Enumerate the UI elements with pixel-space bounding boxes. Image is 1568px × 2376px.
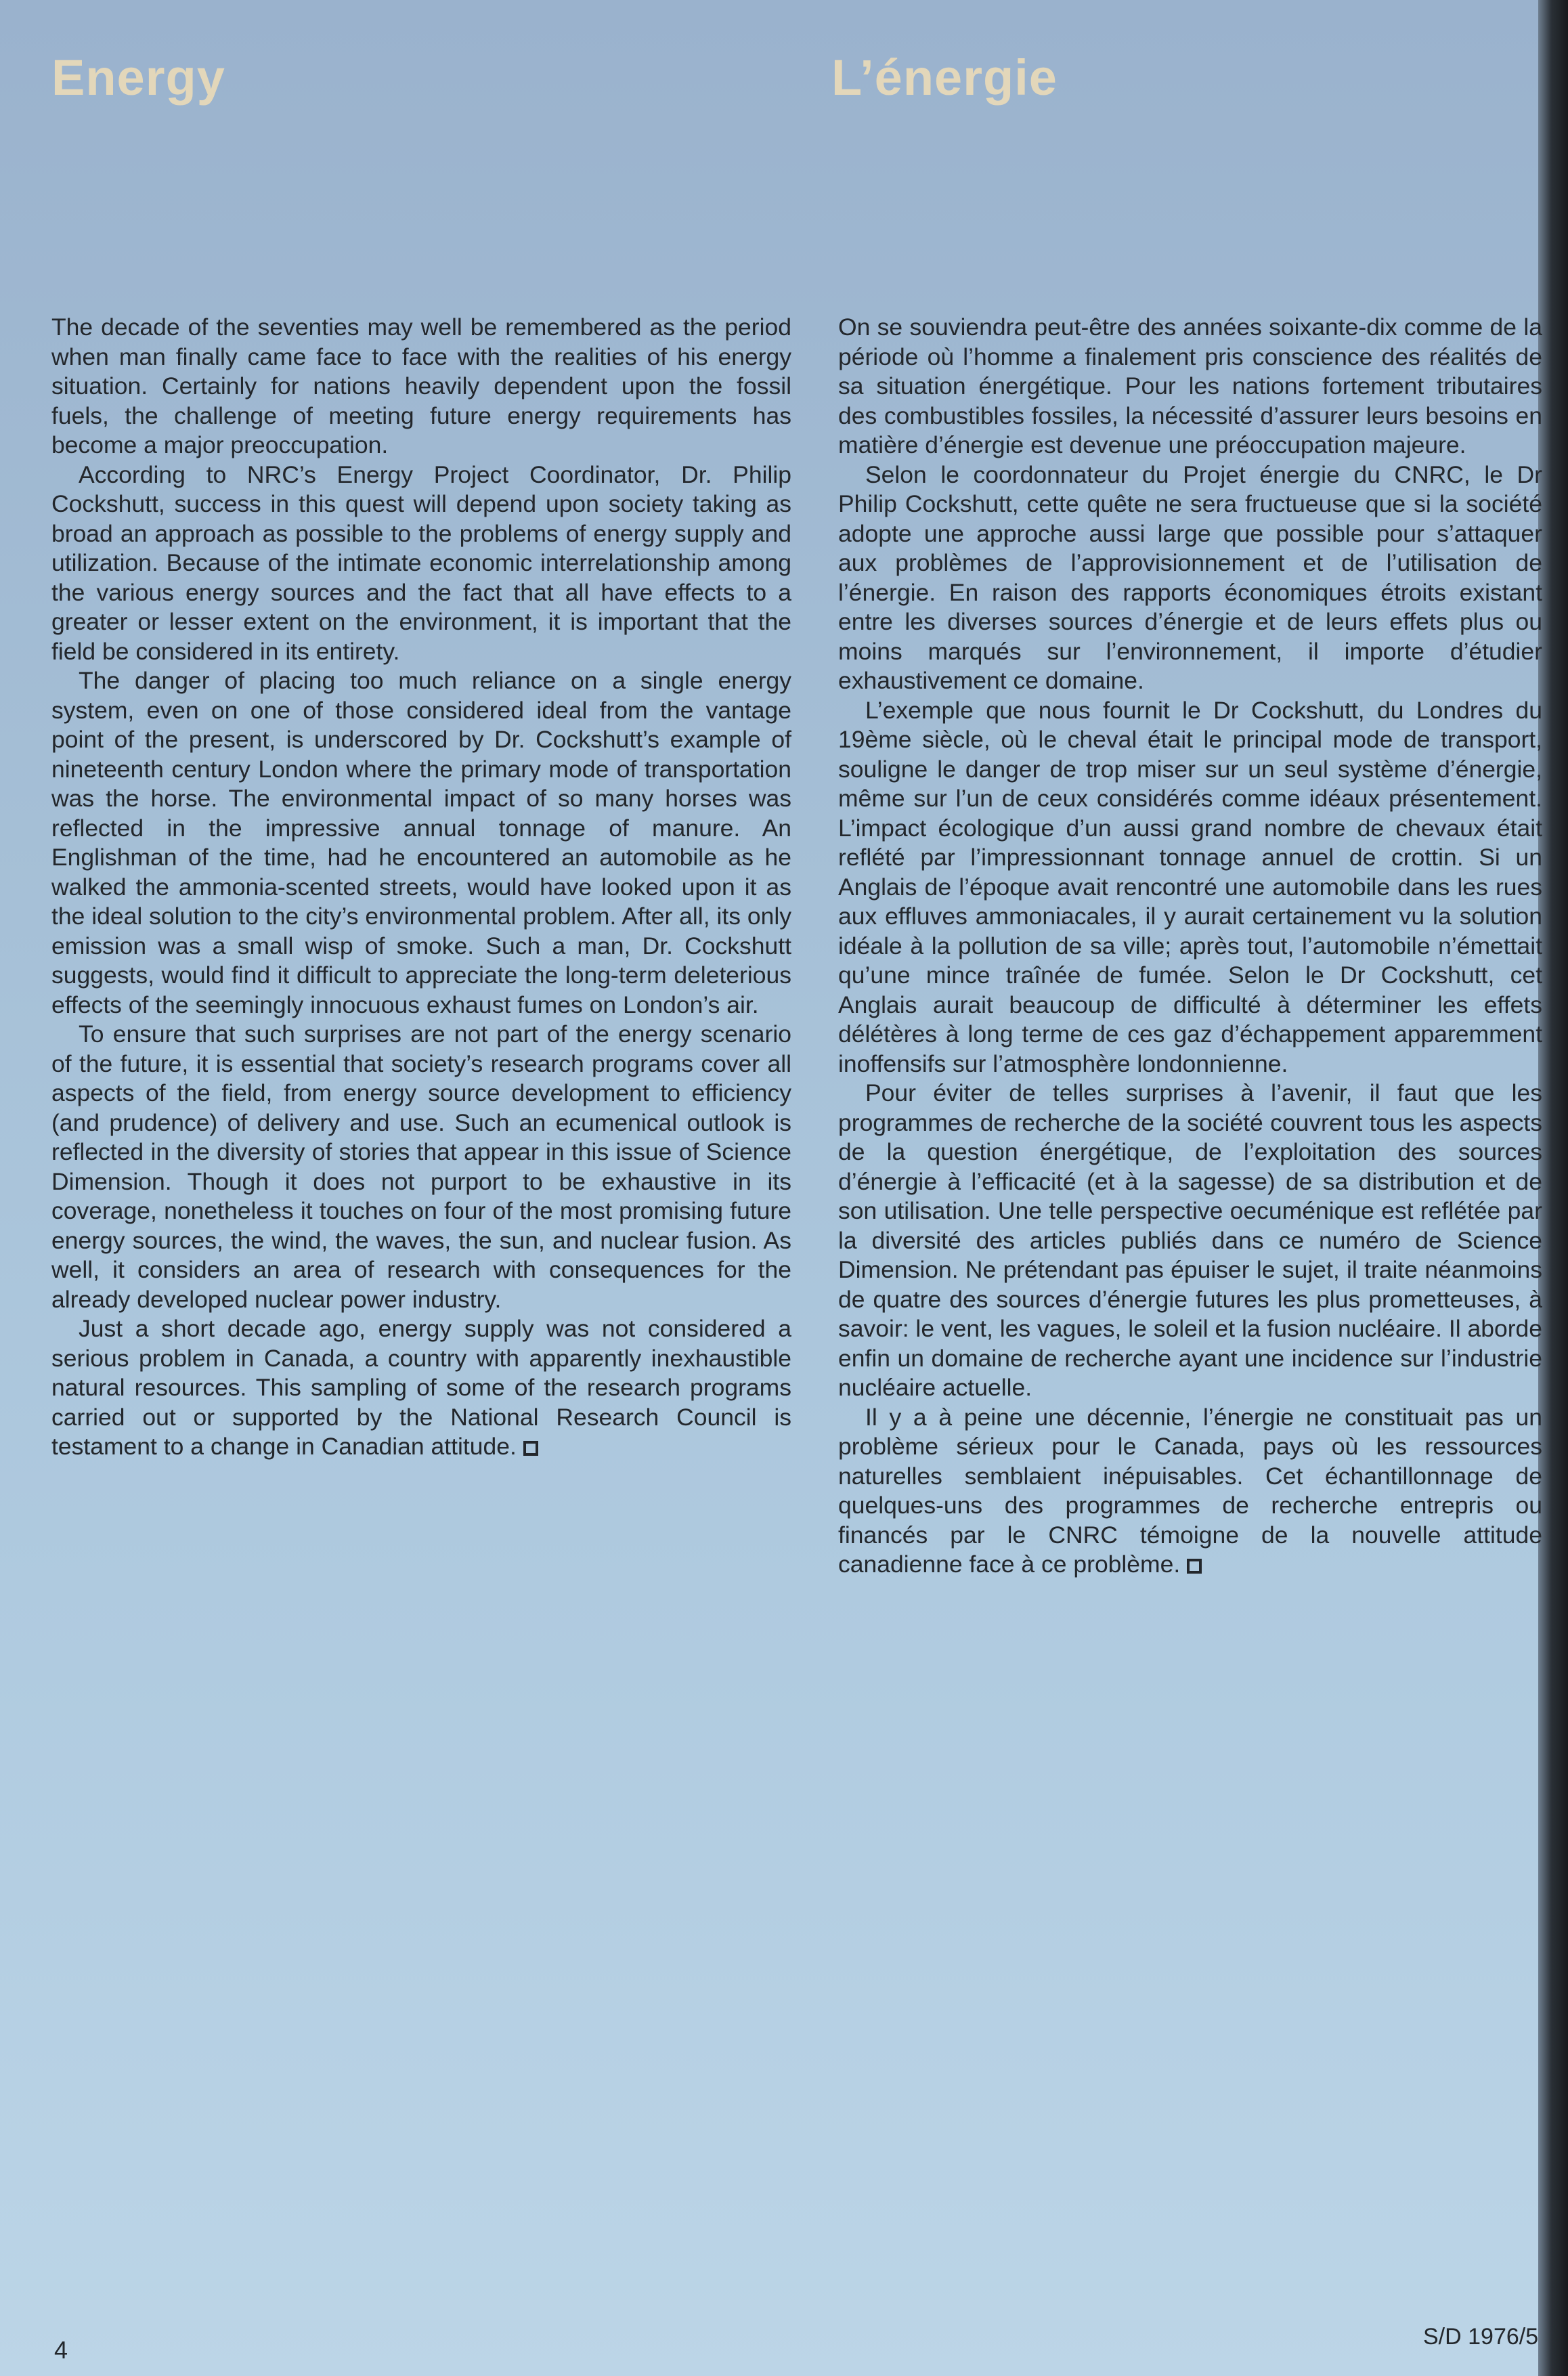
end-of-article-icon — [1187, 1559, 1202, 1574]
french-paragraph-5-text: Il y a à peine une décennie, l’énergie ne constituait pas un problème sérieux pour le Canada, pays où les ressources naturelles semblaient inépuisables. Cet échantillonnage de quelques-uns des programmes de recherche entrepris ou financés par le CNRC témoigne de la nouvelle attitude canadienne face à ce problème. — [838, 1403, 1542, 1578]
issue-label: S/D 1976/5 — [1423, 2324, 1539, 2350]
binding-edge — [1538, 0, 1568, 2376]
heading-english: Energy — [51, 49, 225, 106]
english-paragraph-1: The decade of the seventies may well be remembered as the period when man finally came face to face with the realities of his energy situation. Certainly for nations heavily dependent upon the fossil fuels, the challenge of meeting future energy requirements has become a major preoccupation. — [51, 314, 791, 458]
english-paragraph-2: According to NRC’s Energy Project Coordinator, Dr. Philip Cockshutt, success in this quest will depend upon society taking as broad an approach as possible to the problems of energy supply and utilization. Because of the intimate economic interrelationship among the various energy sources and the fact that all have effects to a greater or lesser extent on the environment, it is important that the field be considered in its entirety. — [51, 460, 791, 665]
french-paragraph-2: Selon le coordonnateur du Projet énergie du CNRC, le Dr Philip Cockshutt, cette quête ne sera fructueuse que si la société adopte une approche aussi large que possible pour s’attaquer aux problèmes de l’approvisionnement et de l’utilisation de l’énergie. En raison des rapports économiques étroits existant entre les diverses sources d’énergie et de leurs effets plus ou moins marqués sur l’environnement, il importe d’étudier exhaustivement ce domaine. — [838, 460, 1542, 694]
english-paragraph-5-text: Just a short decade ago, energy supply was not considered a serious problem in Canada, a country with apparently inexhaustible natural resources. This sampling of some of the research programs carried out or supported by the National Research Council is testament to a change in Canadian attitude. — [51, 1315, 791, 1460]
french-column — [838, 313, 1542, 1580]
english-column — [51, 313, 791, 1462]
end-of-article-icon — [523, 1441, 538, 1456]
french-paragraph-5 — [838, 1403, 1542, 1580]
french-paragraph-1: On se souviendra peut-être des années soixante-dix comme de la période où l’homme a finalement pris conscience des réalités de sa situation énergétique. Pour les nations fortement tributaires des combustibles fossiles, la nécessité d’assurer leurs besoins en matière d’énergie est devenue une préoccupation majeure. — [838, 314, 1542, 458]
english-paragraph-4: To ensure that such surprises are not part of the energy scenario of the future, it is essential that society’s research programs cover all aspects of the field, from energy source development to efficiency (and prudence) of delivery and use. Such an ecumenical outlook is reflected in the diversity of stories that appear in this issue of Science Dimension. Though it does not purport to be exhaustive in its coverage, nonetheless it touches on four of the most promising future energy sources, the wind, the waves, the sun, and nuclear fusion. As well, it considers an area of research with consequences for the already developed nuclear power industry. — [51, 1020, 791, 1313]
french-paragraph-3: L’exemple que nous fournit le Dr Cockshutt, du Londres du 19ème siècle, où le cheval était le principal mode de transport, souligne le danger de trop miser sur un seul système d’énergie, même sur l’un de ceux considérés comme idéaux présentement. L’impact écologique d’un aussi grand nombre de chevaux était reflété par l’impressionnant tonnage annuel de crottin. Si un Anglais de l’époque avait rencontré une automobile dans les rues aux effluves ammoniacales, il y aurait certainement vu la solution idéale à la pollution de sa ville; après tout, l’automobile n’émettait qu’une mince traînée de fumée. Selon le Dr Cockshutt, cet Anglais aurait beaucoup de difficulté à déterminer les effets délétères à long terme de ces gaz d’échappement apparemment inoffensifs sur l’atmosphère londonnienne. — [838, 696, 1542, 1077]
french-paragraph-4: Pour éviter de telles surprises à l’avenir, il faut que les programmes de recherche de la société couvrent tous les aspects de la question énergétique, de l’exploitation des sources d’énergie à l’efficacité (et à la sagesse) de sa distribution et de son utilisation. Une telle perspective oecuménique est reflétée par la diversité des articles publiés dans ce numéro de Science Dimension. Ne prétendant pas épuiser le sujet, il traite néanmoins de quatre des sources d’énergie futures les plus prometteuses, à savoir: le vent, les vagues, le soleil et la fusion nucléaire. Il aborde enfin un domaine de recherche ayant une incidence sur l’industrie nucléaire actuelle. — [838, 1079, 1542, 1401]
page-number: 4 — [54, 2336, 68, 2364]
english-paragraph-3: The danger of placing too much reliance on a single energy system, even on one of those considered ideal from the vantage point of the present, is underscored by Dr. Cockshutt’s example of nineteenth century London where the primary mode of transportation was the horse. The environmental impact of so many horses was reflected in the impressive annual tonnage of manure. An Englishman of the time, had he encountered an automobile as he walked the ammonia-scented streets, would have looked upon it as the ideal solution to the city’s environmental problem. After all, its only emission was a small wisp of smoke. Such a man, Dr. Cockshutt suggests, would find it difficult to appreciate the long-term deleterious effects of the seemingly innocuous exhaust fumes on London’s air. — [51, 667, 791, 1018]
heading-french: L’énergie — [831, 49, 1058, 106]
english-paragraph-5 — [51, 1314, 791, 1462]
